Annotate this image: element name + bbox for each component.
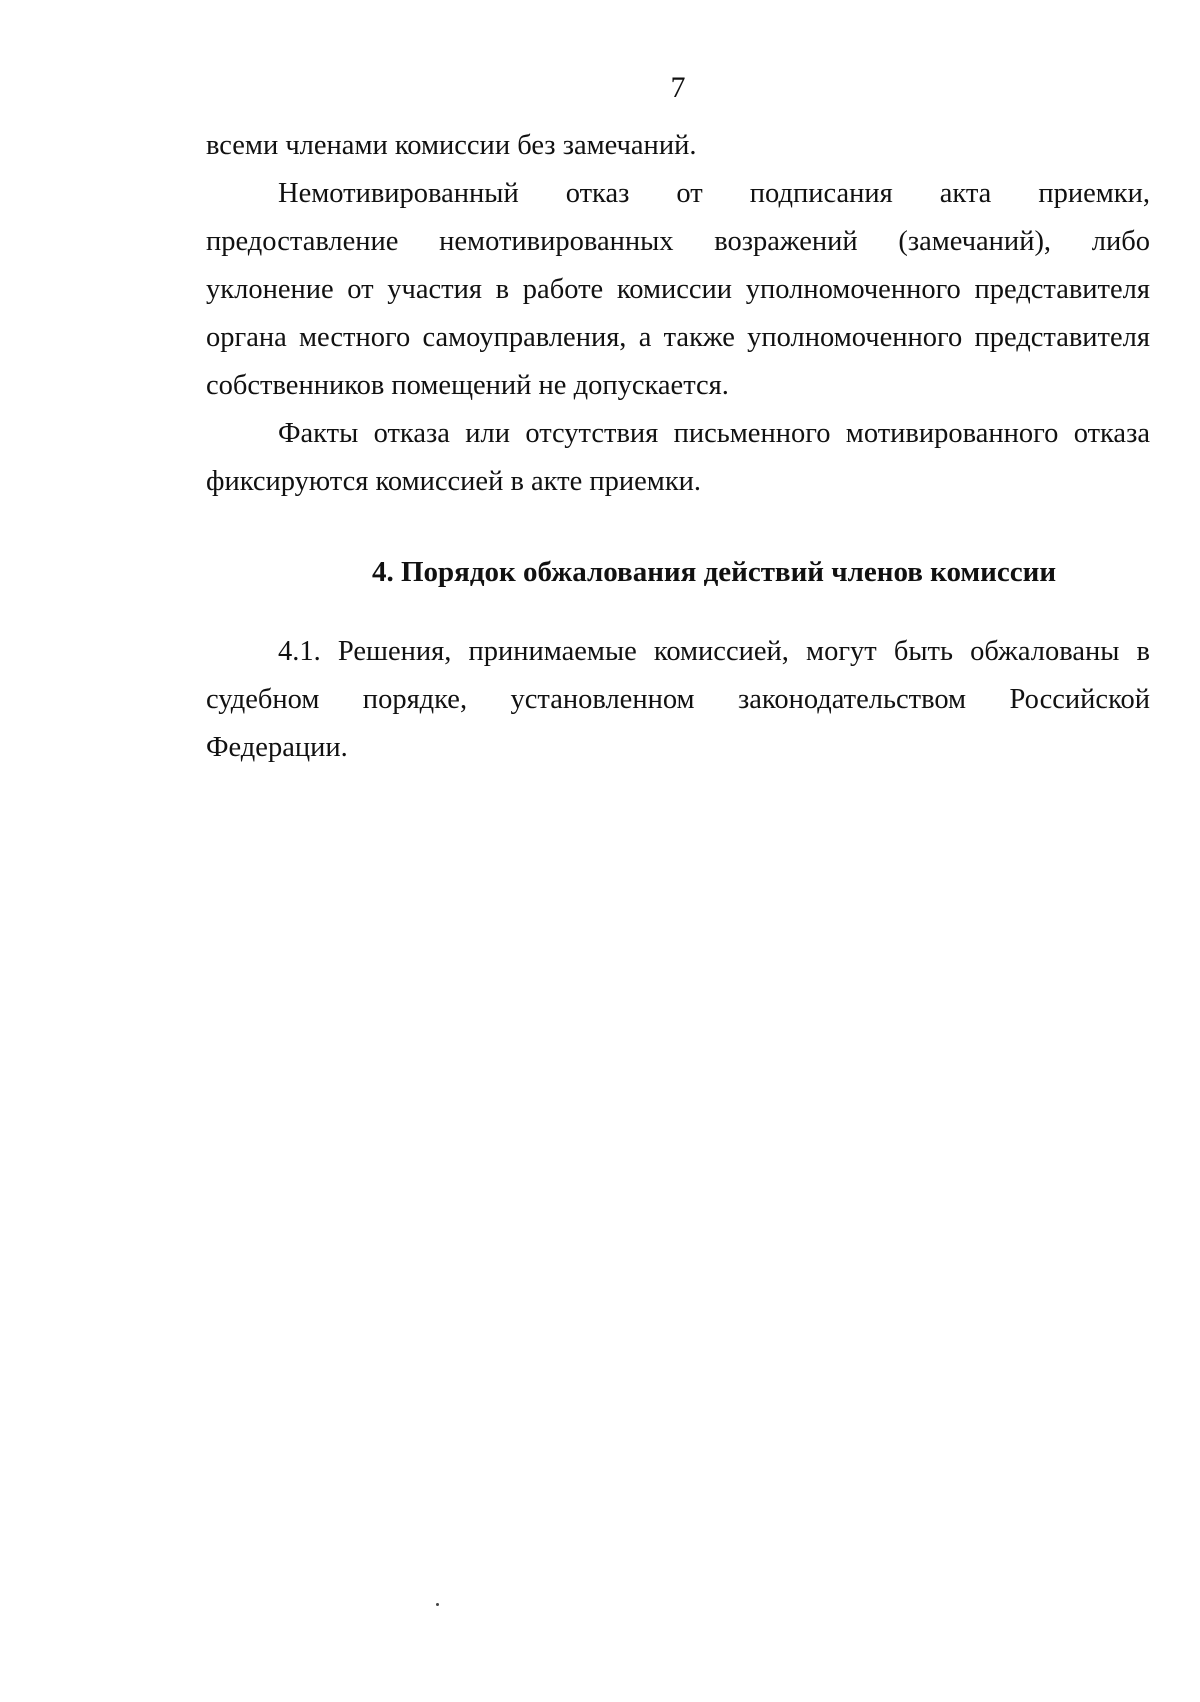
scan-artifact-dot: [436, 1603, 439, 1606]
page-number: 7: [670, 71, 686, 104]
paragraph-refusal-not-allowed: Немотивированный отказ от подписания акта приемки, предоставление немотивированных возражений (замечаний), либо уклонение от участия в работе комиссии уполномоченного представителя органа местного самоуправления, а также уполномоченного представителя собственников помещений не допускается.: [206, 178, 1150, 401]
body-text-bottom: [206, 628, 1150, 772]
paragraph-continuation: всеми членами комиссии без замечаний.: [206, 130, 697, 161]
paragraph-appeal: 4.1. Решения, принимаемые комиссией, могут быть обжалованы в судебном порядке, установленном законодательством Российской Федерации.: [206, 636, 1150, 763]
paragraph-refusal-recorded: Факты отказа или отсутствия письменного мотивированного отказа фиксируются комиссией в акте приемки.: [206, 418, 1150, 497]
body-text-top: [206, 122, 1150, 506]
section-heading: 4. Порядок обжалования действий членов комиссии: [371, 556, 1057, 588]
